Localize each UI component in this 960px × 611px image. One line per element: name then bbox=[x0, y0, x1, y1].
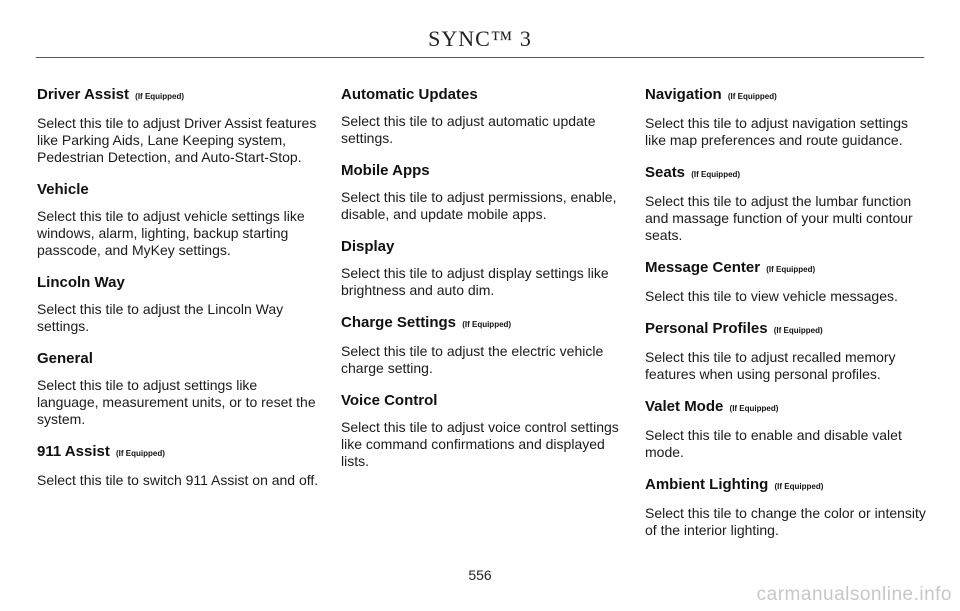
section-heading bbox=[341, 392, 625, 410]
section-body: Select this tile to adjust navigation settings like map preferences and route guidance. bbox=[645, 115, 909, 148]
heading-text: Ambient Lighting bbox=[645, 476, 769, 493]
section-heading bbox=[341, 238, 625, 256]
equipped-tag: (If Equipped) bbox=[691, 170, 741, 179]
heading-text: Automatic Updates bbox=[341, 86, 478, 103]
heading-text: Display bbox=[341, 238, 395, 255]
section-heading bbox=[37, 274, 321, 292]
section-heading bbox=[645, 259, 929, 279]
column-middle bbox=[341, 86, 625, 485]
section-body: Select this tile to adjust the Lincoln Way settings. bbox=[37, 301, 284, 334]
heading-text: General bbox=[37, 350, 93, 367]
section-body: Select this tile to adjust display settings like brightness and auto dim. bbox=[341, 265, 609, 298]
equipped-tag: (If Equipped) bbox=[116, 449, 165, 458]
heading-text: Vehicle bbox=[37, 181, 89, 198]
section-mobile-apps bbox=[341, 162, 625, 223]
section-body: Select this tile to adjust voice control settings like command confirmations and displayed lists. bbox=[341, 419, 619, 469]
heading-text: Personal Profiles bbox=[645, 320, 768, 337]
page-title: SYNC™ 3 bbox=[428, 26, 532, 51]
section-body: Select this tile to view vehicle messages. bbox=[645, 288, 898, 304]
section-body: Select this tile to adjust automatic update settings. bbox=[341, 113, 596, 146]
section-body: Select this tile to switch 911 Assist on and off. bbox=[37, 472, 319, 488]
section-body: Select this tile to adjust settings like language, measurement units, or to reset the system. bbox=[37, 377, 316, 427]
header-divider bbox=[36, 57, 924, 58]
equipped-tag: (If Equipped) bbox=[729, 404, 779, 413]
heading-text: Navigation bbox=[645, 86, 722, 103]
section-automatic-updates bbox=[341, 86, 625, 147]
section-body: Select this tile to adjust the electric vehicle charge setting. bbox=[341, 343, 604, 376]
section-message-center bbox=[645, 259, 929, 305]
equipped-tag: (If Equipped) bbox=[135, 92, 185, 101]
section-heading bbox=[341, 162, 625, 180]
section-body: Select this tile to adjust the lumbar function and massage function of your multi contour seats. bbox=[645, 193, 913, 243]
section-body: Select this tile to enable and disable valet mode. bbox=[645, 427, 902, 460]
heading-text: Driver Assist bbox=[37, 86, 129, 103]
section-911-assist bbox=[37, 443, 321, 489]
heading-text: Charge Settings bbox=[341, 314, 457, 331]
section-voice-control bbox=[341, 392, 625, 470]
section-heading bbox=[37, 181, 321, 199]
section-heading bbox=[341, 86, 625, 104]
section-body: Select this tile to adjust permissions, enable, disable, and update mobile apps. bbox=[341, 189, 617, 222]
section-body: Select this tile to change the color or intensity of the interior lighting. bbox=[645, 505, 926, 538]
watermark: carmanualsonline.info bbox=[756, 584, 952, 605]
section-heading bbox=[645, 320, 929, 340]
heading-text: Mobile Apps bbox=[341, 162, 430, 179]
section-heading bbox=[37, 443, 321, 463]
section-driver-assist bbox=[37, 86, 321, 166]
section-heading bbox=[645, 398, 929, 418]
section-heading bbox=[341, 314, 625, 334]
equipped-tag: (If Equipped) bbox=[462, 320, 512, 329]
section-personal-profiles bbox=[645, 320, 929, 383]
section-body: Select this tile to adjust vehicle settings like windows, alarm, lighting, backup starting passcode, and MyKey settings. bbox=[37, 208, 305, 258]
section-display bbox=[341, 238, 625, 299]
heading-text: Seats bbox=[645, 164, 686, 181]
column-right bbox=[645, 86, 929, 554]
page-number: 556 bbox=[468, 567, 492, 583]
section-heading bbox=[645, 86, 929, 106]
equipped-tag: (If Equipped) bbox=[766, 265, 816, 274]
heading-text: Message Center bbox=[645, 259, 761, 276]
section-general bbox=[37, 350, 321, 428]
section-seats bbox=[645, 164, 929, 244]
section-body: Select this tile to adjust Driver Assist features like Parking Aids, Lane Keeping system, Pedestrian Detection, and Auto-Start-Stop. bbox=[37, 115, 317, 165]
equipped-tag: (If Equipped) bbox=[727, 92, 777, 101]
equipped-tag: (If Equipped) bbox=[774, 482, 824, 491]
section-body: Select this tile to adjust recalled memory features when using personal profiles. bbox=[645, 349, 896, 382]
equipped-tag: (If Equipped) bbox=[773, 326, 823, 335]
heading-text: Lincoln Way bbox=[37, 274, 125, 291]
section-navigation bbox=[645, 86, 929, 149]
heading-text: Valet Mode bbox=[645, 398, 724, 415]
section-heading bbox=[37, 350, 321, 368]
section-charge-settings bbox=[341, 314, 625, 377]
section-ambient-lighting bbox=[645, 476, 929, 539]
section-heading bbox=[645, 476, 929, 496]
section-heading bbox=[37, 86, 321, 106]
section-heading bbox=[645, 164, 929, 184]
column-left bbox=[37, 86, 321, 504]
section-lincoln-way bbox=[37, 274, 321, 335]
heading-text: 911 Assist bbox=[37, 443, 110, 460]
heading-text: Voice Control bbox=[341, 392, 438, 409]
section-valet-mode bbox=[645, 398, 929, 461]
section-vehicle bbox=[37, 181, 321, 259]
